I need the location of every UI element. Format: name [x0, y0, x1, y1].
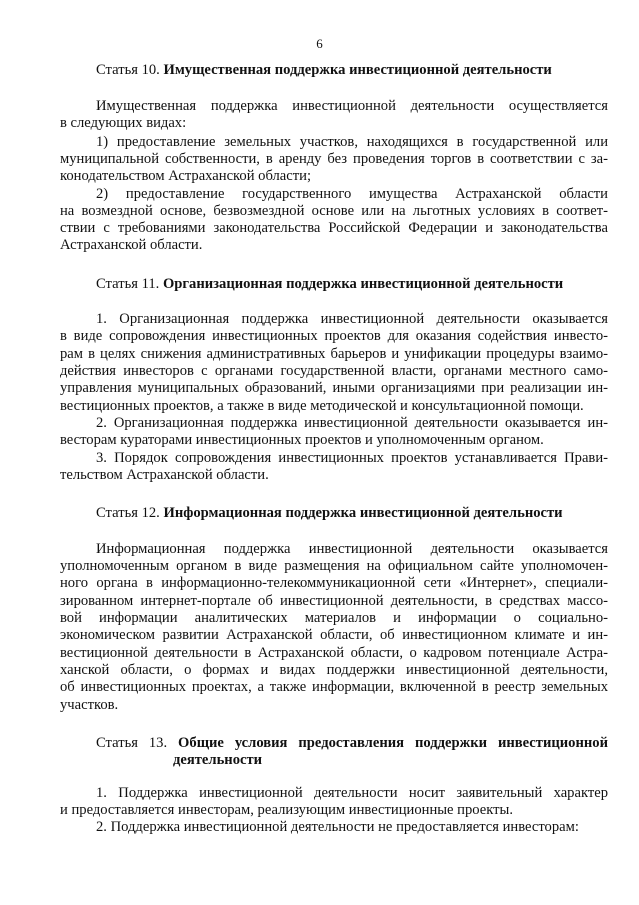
- article-10-paragraph-line: в следующих видах:: [60, 115, 187, 131]
- article-10-paragraph-line: конодательством Астраханской области;: [60, 168, 311, 184]
- article-12-paragraph-line: об инвестиционных проектах, а также информации, включенной в реестр земельных: [60, 679, 608, 695]
- article-13-heading: [96, 735, 608, 752]
- article-10-paragraph-line: на возмездной основе, безвозмездной основе или на льготных условиях в соответ-: [60, 203, 608, 219]
- article-10-paragraph-line: 1) предоставление земельных участков, находящихся в государственной или: [96, 134, 608, 150]
- article-12-paragraph-line: Информационная поддержка инвестиционной деятельности оказывается: [96, 541, 608, 557]
- article-12-paragraph-line: зированном интернет-портале об инвестиционной деятельности, в средствах массо-: [60, 593, 608, 609]
- article-10-paragraph-line: Астраханской области.: [60, 237, 203, 253]
- article-11-paragraph-line: весторам кураторами инвестиционных проектов и уполномоченным органом.: [60, 432, 544, 448]
- article-12-paragraph-line: вестиционной деятельности в Астраханской области, о кадровом потенциале Астра-: [60, 645, 608, 661]
- article-13-label: Статья 13.: [96, 735, 168, 751]
- article-11-paragraph-line: вестиционных проектов, а также в виде методической и консультационной помощи.: [60, 398, 584, 414]
- article-11-paragraph-line: действия инвесторов с органами государственной власти, органами местного само-: [60, 363, 608, 379]
- article-12-title: Информационная поддержка инвестиционной деятельности: [163, 505, 563, 521]
- article-11-heading: [96, 276, 608, 293]
- article-12-paragraph-line: вой информации аналитических материалов и информации о социально-: [60, 610, 608, 626]
- article-10-paragraph-line: Имущественная поддержка инвестиционной деятельности осуществляется: [96, 98, 608, 114]
- article-11-paragraph-line: управления муниципальных образований, иными организациями при реализации ин-: [60, 380, 608, 396]
- article-10-title: Имущественная поддержка инвестиционной деятельности: [163, 62, 552, 78]
- article-13-title-continuation: деятельности: [173, 752, 263, 768]
- article-10-heading: [96, 62, 608, 79]
- article-13-paragraph-line: 1. Поддержка инвестиционной деятельности носит заявительный характер: [96, 785, 608, 801]
- article-11-label: Статья 11.: [96, 276, 160, 292]
- article-13-paragraph-line: и предоставляется инвесторам, реализующим инвестиционные проекты.: [60, 802, 513, 818]
- article-11-paragraph-line: в виде сопровождения инвестиционных проектов для оказания содействия инвесто-: [60, 328, 608, 344]
- article-10-paragraph-line: 2) предоставление государственного имущества Астраханской области: [96, 186, 608, 202]
- article-12-label: Статья 12.: [96, 505, 160, 521]
- article-10-paragraph-line: муниципальной собственности, в аренду без проведения торгов в соответствии с за-: [60, 151, 608, 167]
- article-11-paragraph-line: 3. Порядок сопровождения инвестиционных проектов устанавливается Прави-: [96, 450, 608, 466]
- article-12-paragraph-line: ного органа в информационно-телекоммуникационной сети «Интернет», специали-: [60, 575, 608, 591]
- article-11-title: Организационная поддержка инвестиционной деятельности: [162, 276, 564, 292]
- page-number: 6: [316, 36, 323, 51]
- article-10-label: Статья 10.: [96, 62, 160, 78]
- article-11-paragraph-line: 2. Организационная поддержка инвестиционной деятельности оказывается ин-: [96, 415, 608, 431]
- article-10-paragraph-line: ствии с требованиями законодательства Российской Федерации и законодательства: [60, 220, 608, 236]
- article-12-paragraph-line: уполномоченным органом в виде размещения на официальном сайте уполномочен-: [60, 558, 608, 574]
- article-12-heading: [96, 505, 608, 522]
- article-11-paragraph-line: рам в целях снижения административных барьеров и унификации процедуры взаимо-: [60, 346, 608, 362]
- article-13-paragraph-line: 2. Поддержка инвестиционной деятельности не предоставляется инвесторам:: [96, 819, 579, 835]
- article-13-title: Общие условия предоставления поддержки инвестиционной: [178, 735, 608, 751]
- article-12-paragraph-line: участков.: [60, 697, 119, 713]
- article-11-paragraph-line: тельством Астраханской области.: [60, 467, 269, 483]
- article-11-paragraph-line: 1. Организационная поддержка инвестиционной деятельности оказывается: [96, 311, 608, 327]
- article-12-paragraph-line: ханской области, о формах и видах поддержки инвестиционной деятельности,: [60, 662, 608, 678]
- article-13-heading-continuation: [173, 752, 608, 769]
- article-12-paragraph-line: экономическом развитии Астраханской области, об инвестиционном климате и ин-: [60, 627, 608, 643]
